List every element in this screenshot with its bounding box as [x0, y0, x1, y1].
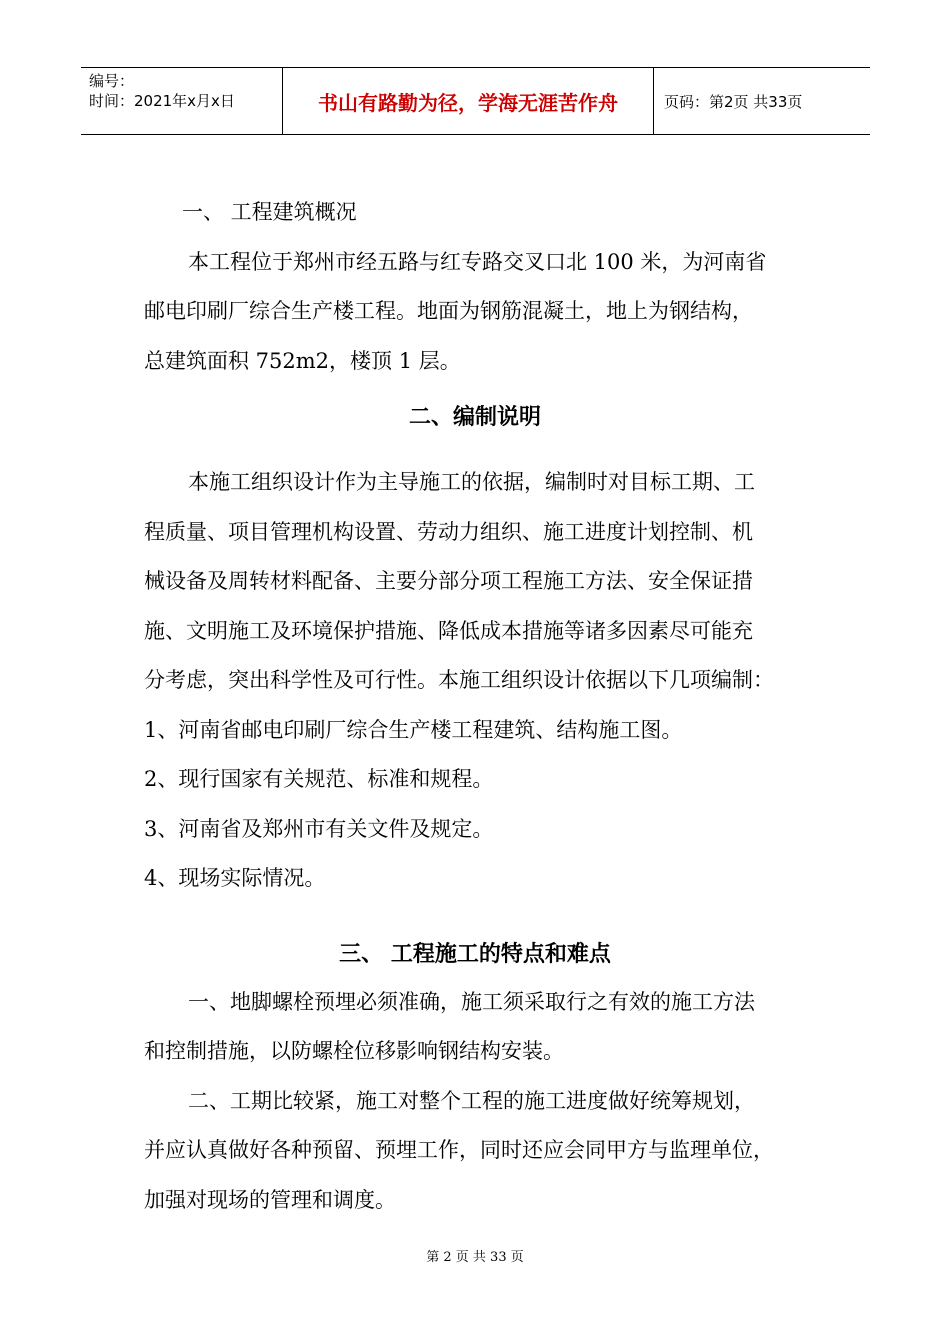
header-motto: 书山有路勤为径，学海无涯苦作舟 — [282, 68, 654, 134]
paragraph-line: 施、文明施工及环境保护措施、降低成本措施等诸多因素尽可能充 — [144, 618, 753, 643]
paragraph-line: 程质量、项目管理机构设置、劳动力组织、施工进度计划控制、机 — [144, 519, 753, 544]
paragraph-line: 总建筑面积 752m2，楼顶 1 层。 — [144, 348, 461, 373]
paragraph-line: 械设备及周转材料配备、主要分部分项工程施工方法、安全保证措 — [144, 569, 753, 593]
paragraph-line: 二、工期比较紧，施工对整个工程的施工进度做好统筹规划， — [188, 1088, 755, 1113]
document-number-label: 编号： — [89, 72, 135, 90]
document-body — [144, 188, 806, 1225]
paragraph-line: 加强对现场的管理和调度。 — [144, 1187, 396, 1212]
list-item: 2、现行国家有关规范、标准和规程。 — [144, 767, 494, 791]
paragraph-line: 一、地脚螺栓预埋必须准确，施工须采取行之有效的施工方法 — [188, 989, 755, 1014]
header-page-info: 页码：第2页 共33页 — [664, 92, 803, 111]
document-time-label: 时间：2021年x月x日 — [89, 92, 235, 110]
section-2-heading: 二、编制说明 — [408, 405, 541, 430]
paragraph-line: 本工程位于郑州市经五路与红专路交叉口北 100 米，为河南省 — [188, 249, 767, 274]
paragraph-line: 并应认真做好各种预留、预埋工作，同时还应会同甲方与监理单位， — [144, 1138, 774, 1162]
paragraph-line: 分考虑，突出科学性及可行性。本施工组织设计依据以下几项编制： — [144, 668, 774, 692]
section-3-heading: 三、 工程施工的特点和难点 — [339, 941, 611, 967]
list-item: 3、河南省及郑州市有关文件及规定。 — [144, 816, 494, 841]
paragraph-line: 邮电印刷厂综合生产楼工程。地面为钢筋混凝土，地上为钢结构， — [144, 299, 753, 323]
list-item: 1、河南省邮电印刷厂综合生产楼工程建筑、结构施工图。 — [144, 717, 683, 742]
page-footer: 第 2 页 共 33 页 — [426, 1250, 524, 1265]
page-header — [81, 67, 870, 135]
list-item: 4、现场实际情况。 — [144, 866, 326, 890]
paragraph-line: 和控制措施，以防螺栓位移影响钢结构安装。 — [144, 1039, 564, 1063]
header-meta — [81, 68, 282, 134]
paragraph-line: 本施工组织设计作为主导施工的依据，编制时对目标工期、工 — [188, 470, 755, 494]
section-1-heading: 一、 工程建筑概况 — [182, 200, 357, 224]
